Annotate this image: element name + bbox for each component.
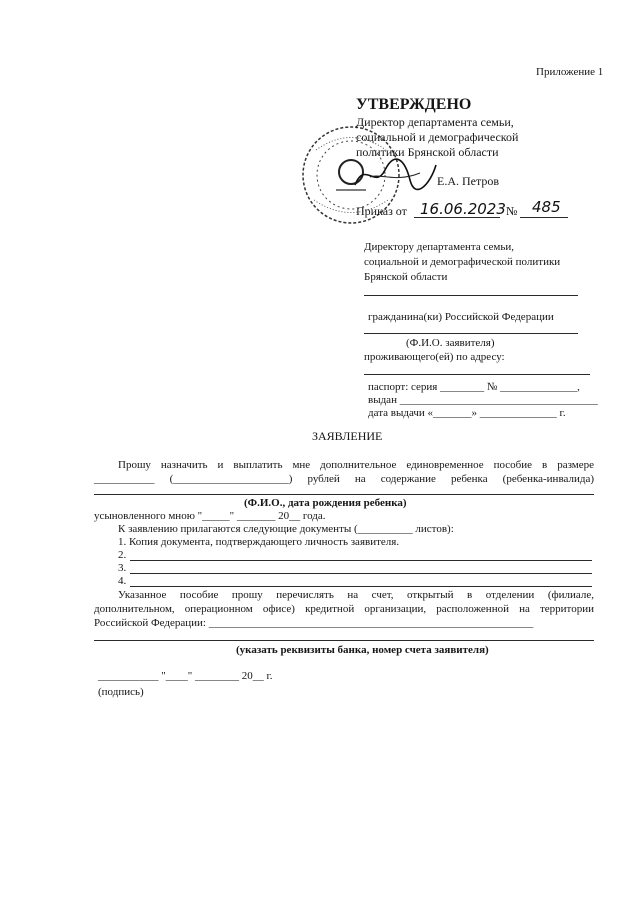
approval-line-1: Директор департамента семьи, <box>356 115 514 129</box>
request-line-2: ___________ (_____________________) рублей на содержание ребенка (ребенка-инвалида) <box>94 473 594 485</box>
request-line-1: Прошу назначить и выплатить мне дополнительное единовременное пособие в размере <box>118 459 594 471</box>
addressee-line-2: социальной и демографической политики <box>364 256 561 268</box>
approval-line-2: социальной и демографической <box>356 130 519 144</box>
order-date: 16.06.2023 <box>420 200 506 218</box>
passport-issue-date: дата выдачи «_______» ______________ г. <box>368 407 566 419</box>
transfer-line-2: дополнительном, операционном офисе) кредитной организации, расположенной на территории <box>94 603 594 615</box>
passport-issued: выдан ____________________________________ <box>368 394 598 406</box>
addressee-line-3: Брянской области <box>364 271 448 283</box>
approval-heading: УТВЕРЖДЕНО <box>356 96 472 113</box>
applicant-name-caption: (Ф.И.О. заявителя) <box>406 337 495 349</box>
addressee-blank-line <box>364 295 578 296</box>
address-line <box>364 374 590 375</box>
approval-signer: Е.А. Петров <box>437 174 500 188</box>
child-name-line <box>94 494 594 495</box>
director-signature <box>350 155 440 195</box>
attachment-item-3: 3. <box>118 562 127 574</box>
adopted-line: усыновленного мною "_____" _______ 20__ года. <box>94 510 326 522</box>
transfer-line-1: Указанное пособие прошу перечислять на счет, открытый в отделении (филиале, <box>118 589 594 601</box>
attachment-item-4: 4. <box>118 575 127 587</box>
residing-label: проживающего(ей) по адресу: <box>364 351 505 363</box>
attachments-intro: К заявлению прилагаются следующие документы (__________ листов): <box>118 523 454 535</box>
transfer-line-3: Российской Федерации: ___________________________________________________________ <box>94 617 534 629</box>
approval-line-3: политики Брянской области <box>356 145 499 159</box>
attachment-item-1: 1. Копия документа, подтверждающего личность заявителя. <box>118 536 400 548</box>
appendix-label: Приложение 1 <box>536 66 604 78</box>
citizen-label: гражданина(ки) Российской Федерации <box>368 311 554 323</box>
order-no-label: № <box>506 204 518 218</box>
applicant-name-line <box>364 333 578 334</box>
bank-details-line <box>94 640 594 641</box>
attachment-item-2: 2. <box>118 549 127 561</box>
document-title: ЗАЯВЛЕНИЕ <box>312 429 383 443</box>
sign-date-line: ___________ "____" ________ 20__ г. <box>98 670 273 682</box>
passport-series: паспорт: серия ________ № ______________, <box>368 381 580 393</box>
signature-caption: (подпись) <box>98 686 144 698</box>
addressee-line-1: Директору департамента семьи, <box>364 241 514 253</box>
order-prefix: Приказ от <box>356 204 407 218</box>
bank-caption: (указать реквизиты банка, номер счета заявителя) <box>236 644 489 656</box>
child-caption: (Ф.И.О., дата рождения ребенка) <box>244 497 407 509</box>
order-number: 485 <box>532 198 561 216</box>
